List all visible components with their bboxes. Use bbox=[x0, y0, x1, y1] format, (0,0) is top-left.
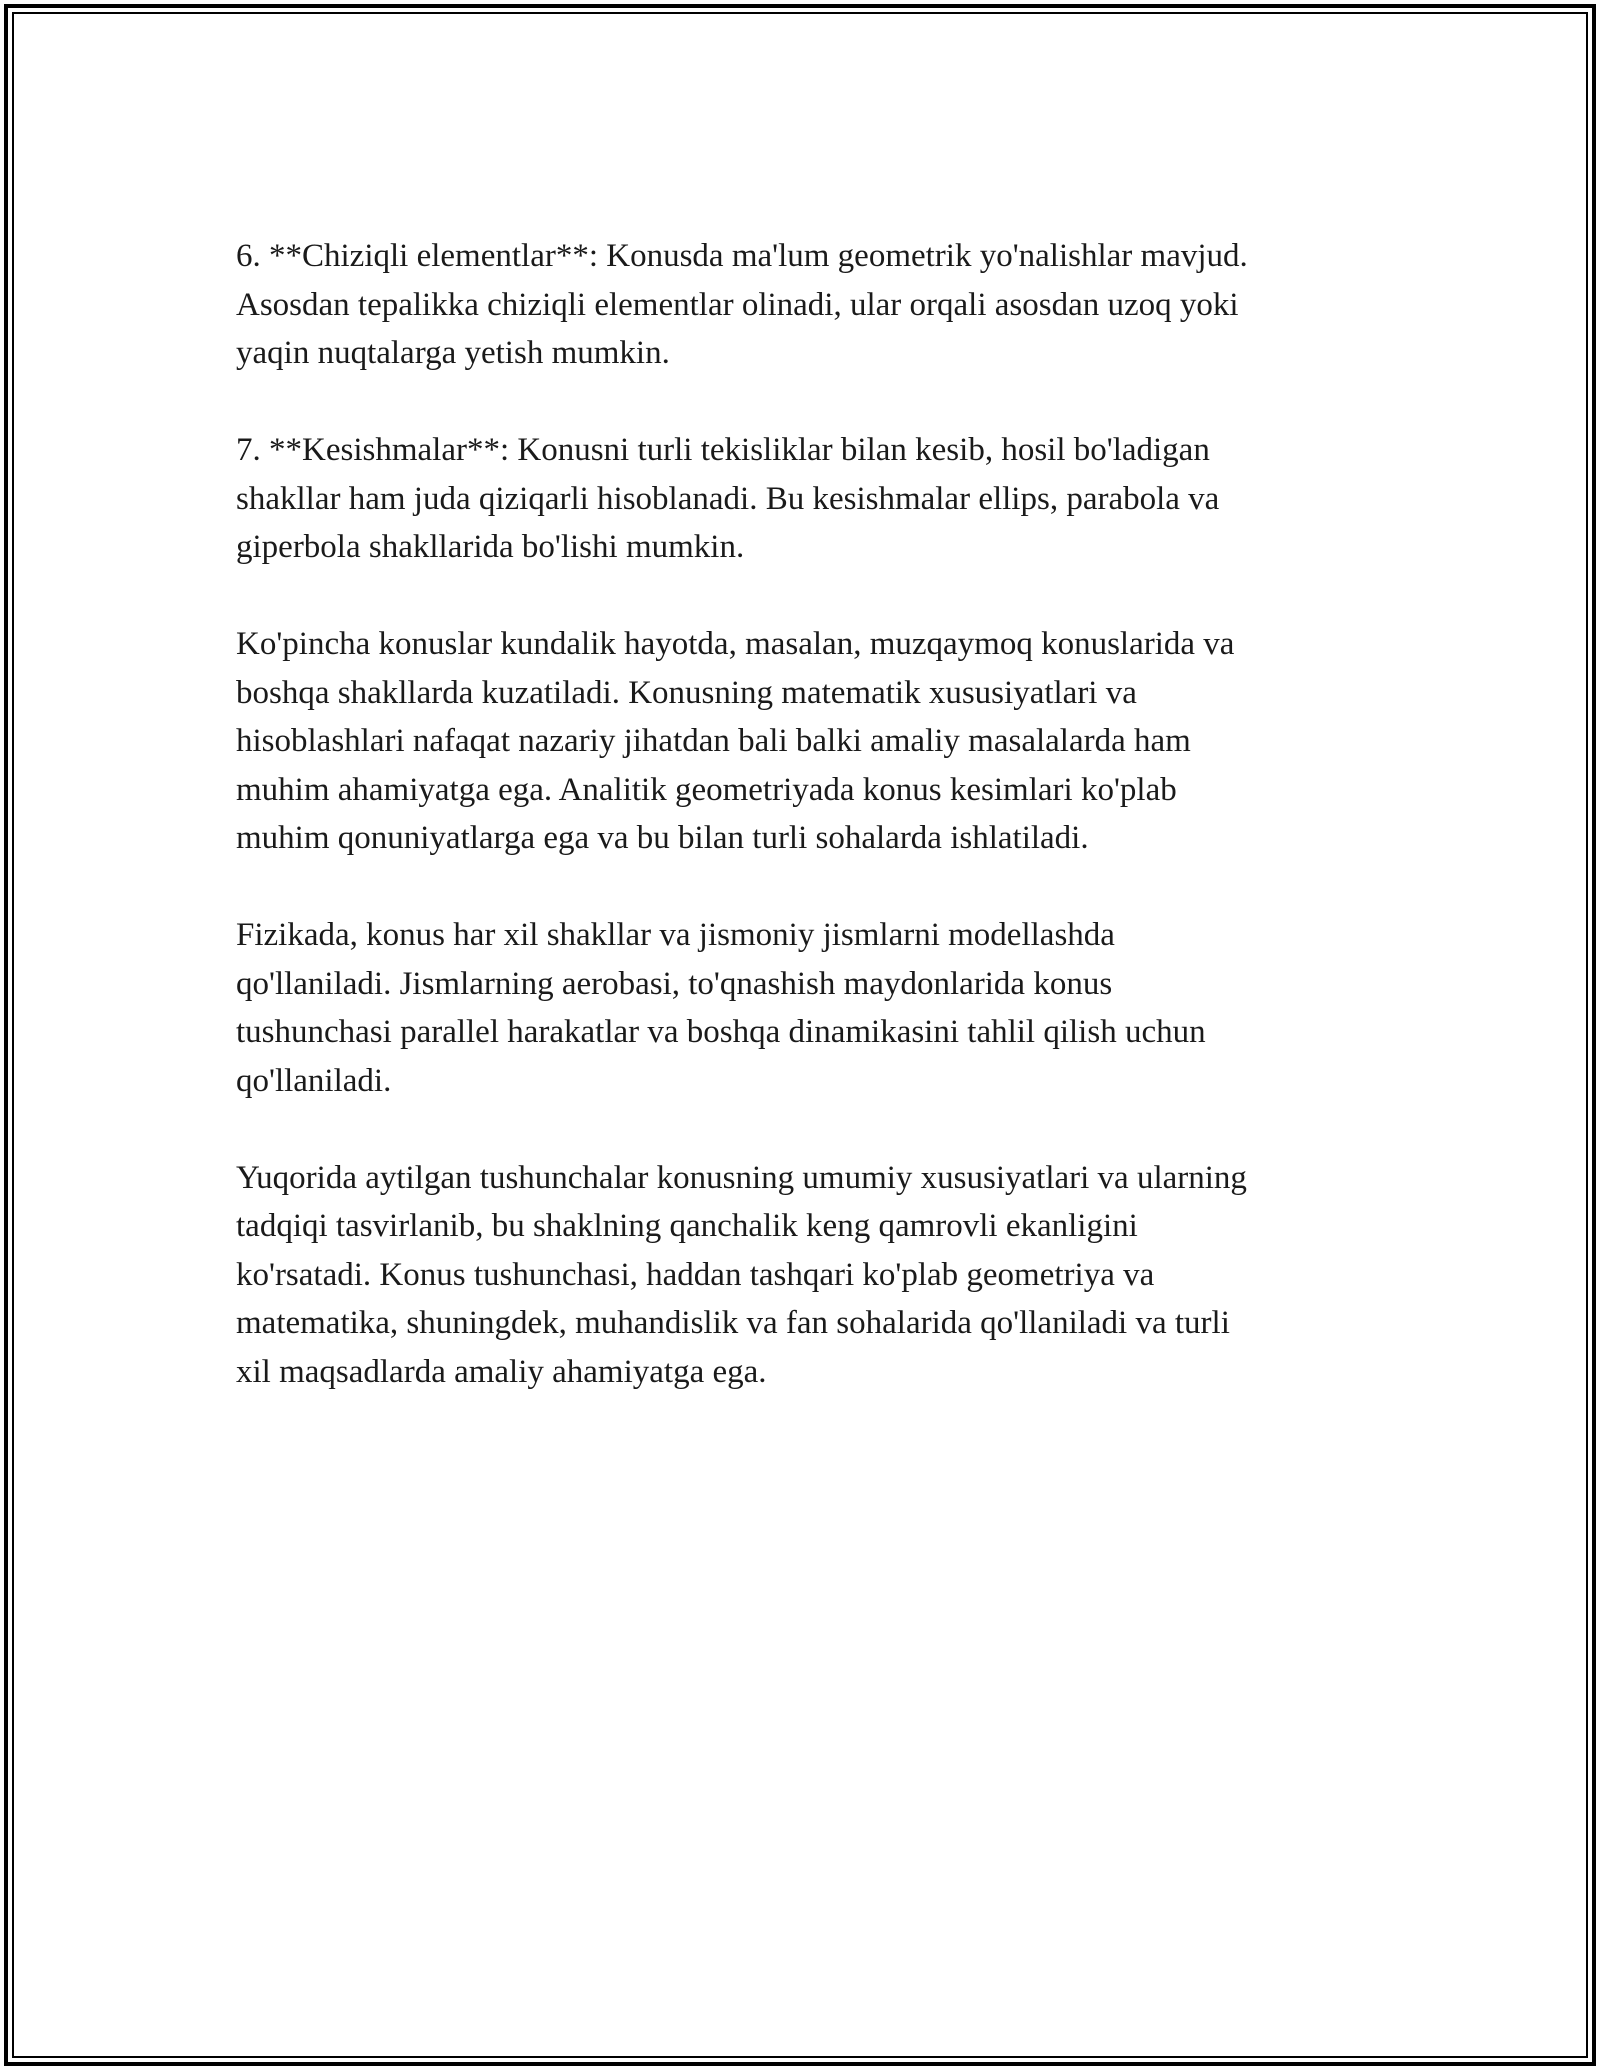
text-line: qo'llaniladi. Jismlarning aerobasi, to'qnashish maydonlarida konus bbox=[236, 965, 1113, 1002]
text-line: tadqiqi tasvirlanib, bu shaklning qanchalik keng qamrovli ekanligini bbox=[236, 1208, 1138, 1244]
text-line: xil maqsadlarda amaliy ahamiyatga ega. bbox=[236, 1353, 767, 1390]
text-line: 6. **Chiziqli elementlar**: Konusda ma'lum geometrik yo'nalishlar mavjud. bbox=[236, 238, 1248, 274]
paragraph-intersections bbox=[236, 426, 1386, 572]
text-line: yaqin nuqtalarga yetish mumkin. bbox=[236, 335, 670, 371]
text-line: tushunchasi parallel harakatlar va boshqa dinamikasini tahlil qilish uchun bbox=[236, 1014, 1206, 1050]
text-line: ko'rsatadi. Konus tushunchasi, haddan tashqari ko'plab geometriya va bbox=[236, 1256, 1155, 1293]
text-line: Yuqorida aytilgan tushunchalar konusning umumiy xususiyatlari va ularning bbox=[236, 1159, 1247, 1196]
paragraph-conclusion bbox=[236, 1154, 1386, 1397]
text-line: qo'llaniladi. bbox=[236, 1062, 392, 1099]
text-line: Fizikada, konus har xil shakllar va jismoniy jismlarni modellashda bbox=[236, 917, 1115, 953]
text-line: boshqa shakllarda kuzatiladi. Konusning matematik xususiyatlari va bbox=[236, 674, 1137, 711]
text-line: 7. **Kesishmalar**: Konusni turli tekisliklar bilan kesib, hosil bo'ladigan bbox=[236, 432, 1210, 468]
text-line: Ko'pincha konuslar kundalik hayotda, masalan, muzqaymoq konuslarida va bbox=[236, 626, 1235, 662]
document-body bbox=[236, 232, 1386, 1445]
text-line: muhim qonuniyatlarga ega va bu bilan turli sohalarda ishlatiladi. bbox=[236, 820, 1089, 856]
text-line: matematika, shuningdek, muhandislik va fan sohalarida qo'llaniladi va turli bbox=[236, 1305, 1230, 1341]
text-line: muhim ahamiyatga ega. Analitik geometriyada konus kesimlari ko'plab bbox=[236, 771, 1177, 808]
text-line: Asosdan tepalikka chiziqli elementlar olinadi, ular orqali asosdan uzoq yoki bbox=[236, 286, 1239, 323]
paragraph-everyday-cones bbox=[236, 620, 1386, 863]
text-line: shakllar ham juda qiziqarli hisoblanadi. Bu kesishmalar ellips, parabola va bbox=[236, 480, 1220, 517]
text-line: hisoblashlari nafaqat nazariy jihatdan bali balki amaliy masalalarda ham bbox=[236, 723, 1191, 759]
paragraph-physics bbox=[236, 911, 1386, 1105]
paragraph-linear-elements bbox=[236, 232, 1386, 378]
text-line: giperbola shakllarida bo'lishi mumkin. bbox=[236, 529, 745, 565]
